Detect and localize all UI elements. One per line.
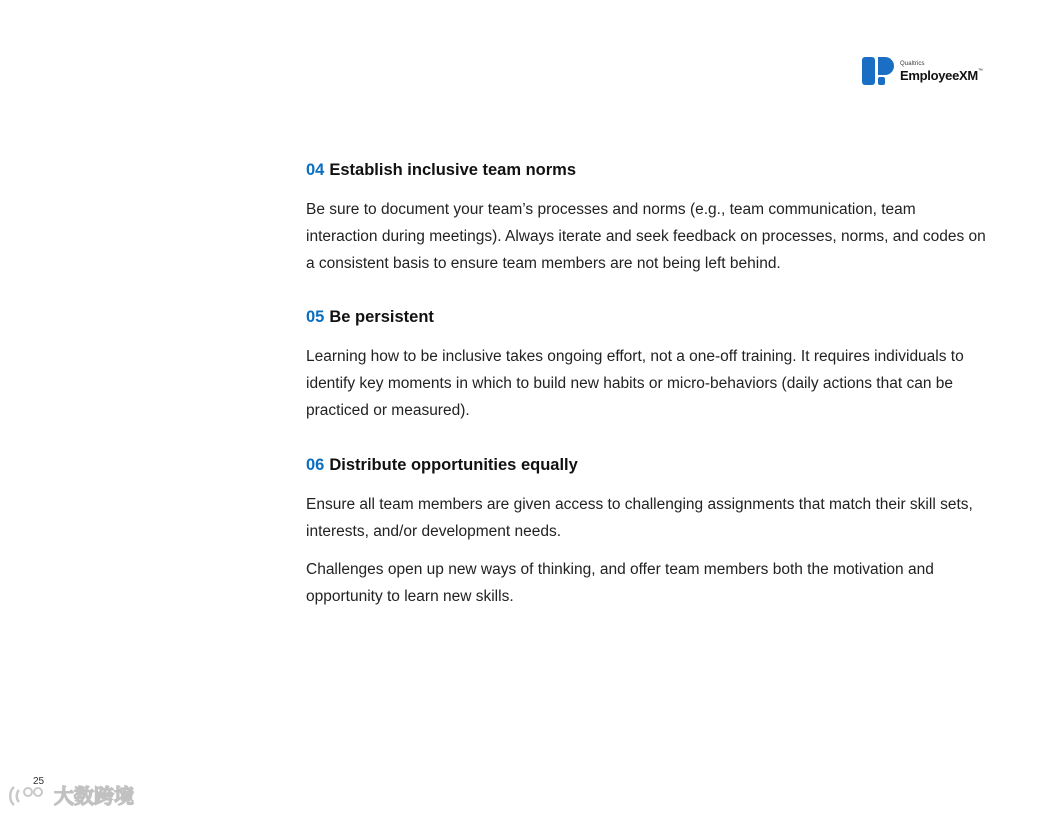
section-number: 04 — [306, 161, 325, 179]
watermark-text-label: 大数跨境 — [54, 784, 134, 808]
main-content — [306, 158, 986, 639]
section-heading — [306, 305, 986, 329]
page-number: 25 — [33, 776, 45, 787]
watermark — [8, 783, 144, 809]
logo-wordmark — [900, 61, 983, 82]
section-paragraph: Ensure all team members are given access to challenging assignments that match their skill sets, interests, and/or development needs. — [306, 495, 973, 540]
section-title: Establish inclusive team norms — [329, 161, 577, 179]
section-title: Distribute opportunities equally — [329, 455, 578, 474]
logo-trademark: ™ — [977, 67, 983, 74]
section-title: Be persistent — [329, 308, 434, 327]
section-05 — [306, 305, 986, 424]
section-paragraph: Challenges open up new ways of thinking, and offer team members both the motivation and opportunity to learn new skills. — [306, 561, 934, 606]
qualtrics-logo-icon — [862, 55, 894, 87]
logo-brand-small: Qualtrics — [900, 60, 925, 67]
section-number: 06 — [306, 455, 325, 474]
section-paragraph: Be sure to document your team’s processes and norms (e.g., team communication, team interaction during meetings). Always iterate and seek feedback on processes, norms, and codes on a consistent basis to ensure team members are not being left behind. — [306, 201, 986, 272]
watermark-text — [54, 783, 144, 809]
section-heading — [306, 158, 986, 182]
section-heading — [306, 453, 986, 477]
watermark-logo-icon — [8, 783, 48, 809]
section-06 — [306, 453, 986, 611]
section-paragraph: Learning how to be inclusive takes ongoing effort, not a one-off training. It requires individuals to identify key moments in which to build new habits or micro-behaviors (daily actions that can be practiced or measured). — [306, 348, 964, 419]
qualtrics-employeexm-logo — [862, 55, 983, 87]
logo-product-label: EmployeeXM — [900, 67, 978, 83]
section-04 — [306, 158, 986, 277]
logo-product-name — [900, 69, 983, 82]
section-number: 05 — [306, 308, 325, 327]
